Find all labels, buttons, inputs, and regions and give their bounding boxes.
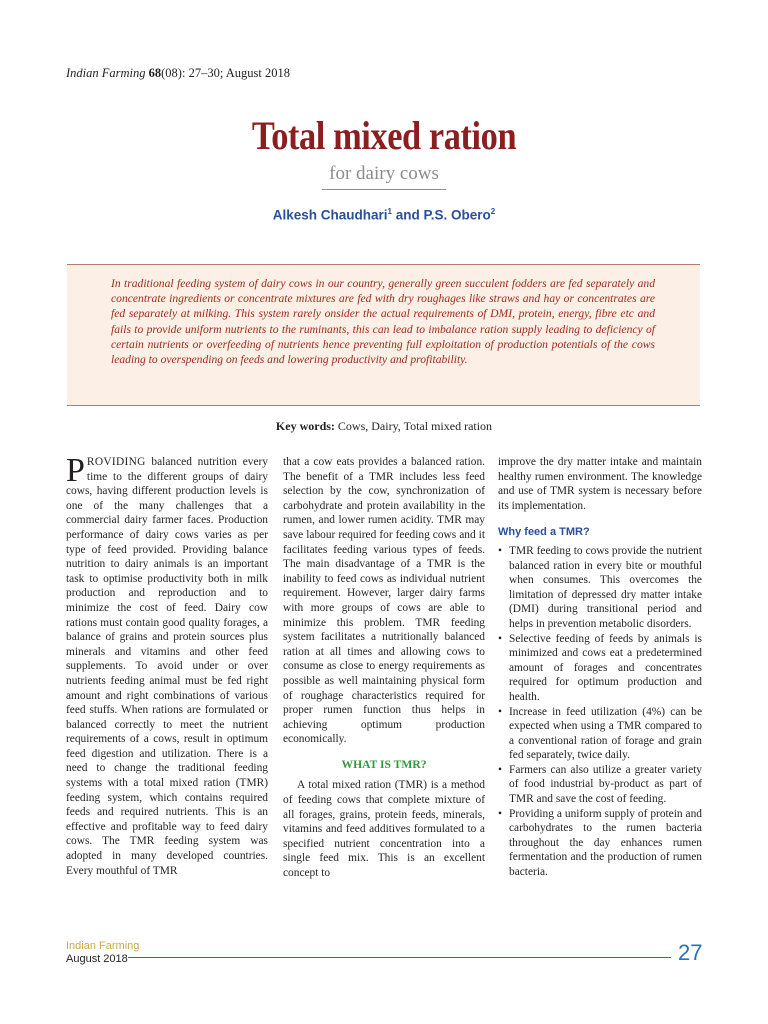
author-1-affiliation: 1: [387, 207, 392, 216]
body-paragraph: that a cow eats provides a balanced ration. The benefit of a TMR includes less feed selection by the cow, synchronization of carbohydrate and protein availability in the rumen, and lower rumen acidity. TMR may save labour required for feeding cows and it facilitates feeding various types of feeds. The main disadvantage of a TMR is the inability to feed cows as individual nutrient requirement. However, larger dairy farms with more groups of cows are able to minimize this problem. TMR feeding system facilitates a nutritionally balanced ration at all times and allowing cows to consume as close to energy requirements as possible as well maintaining physical form of roughage characteristics required for proper rumen function thus helps in achieving optimum production economically.: [283, 456, 485, 746]
intro-text: balanced nutrition every time to the different groups of dairy cows, having different production levels is one of the many challenges that a commercial dairy farmer faces. Production performance of dairy cows varies as per type of feed provided. Providing balance nutrition to dairy animals is an important task to optimise productivity both in milk production and reproduction and to minimize the cost of feed. Dairy cow rations must contain good quality forages, a balance of grains and protein sources plus minerals and vitamins and other feed supplements. To avoid under or over nutrients feeding animal must be fed right amount and right combinations of various feed stuffs. When rations are formulated or balanced correctly to meet the nutrient requirements of a cows, result in optimum feed digestion and utilization. There is a need to change the traditional feeding systems with a total mixed ration (TMR) feeding system, which contains required feeds and required nutrients. This is an effective and profitable way to feed dairy cows. The TMR feeding system was adopted in many developed countries. Every mouthful of TMR: [66, 456, 268, 877]
citation-issue-pages: (08): 27–30; August 2018: [161, 66, 290, 80]
citation-volume: 68: [148, 66, 162, 80]
list-item: • Increase in feed utilization (4%) can be expected when using a TMR compared to a conventional ration of forage and grain fed separately, twice daily.: [498, 705, 702, 762]
author-2-affiliation: 2: [490, 207, 496, 216]
keywords-line: [0, 419, 768, 434]
bullet-icon: •: [498, 807, 502, 820]
section-heading-what-is-tmr: WHAT IS TMR?: [341, 757, 427, 771]
list-item: • Farmers can also utilize a greater variety of food industrial by-product as part of TMR and save the cost of feeding.: [498, 763, 702, 806]
bullet-icon: •: [498, 705, 502, 718]
body-column-2: [283, 455, 485, 881]
article-title: Total mixed ration: [251, 113, 517, 158]
citation-line: [66, 66, 290, 81]
body-column-3: [498, 455, 702, 880]
benefit-list: [498, 544, 702, 880]
body-paragraph: improve the dry matter intake and maintain healthy rumen environment. The knowledge and use of TMR system is necessary before its implementation.: [498, 456, 702, 512]
footer-journal: Indian Farming: [66, 940, 140, 952]
footer-rule: [128, 957, 671, 958]
lead-in-caps: ROVIDING: [86, 456, 146, 468]
author-2: P.S. Obero: [423, 207, 491, 223]
list-item: • TMR feeding to cows provide the nutrient balanced ration in every bite or mouthful when consumes. This overcomes the limitation of depressed dry matter intake (DMI) during transitional period and helps in prevention metabolic disorders.: [498, 544, 702, 630]
subtitle-rule: [322, 189, 446, 190]
abstract-text: In traditional feeding system of dairy cows in our country, generally green succulent fodders are fed separately and concentrate ingredients or concentrate mixtures are fed with dry roughages like straws and hay or concentrates are fed separately at milking. This system rarely onsider the actual requirements of DMI, protein, energy, fibre etc and fails to provide uniform nutrients to the ruminants, this can lead to imbalance ration supply leading to deficiency of certain nutrients or overfeeding of nutrients hence preventing full exploitation of production potentials of the cows leading to overspending on feeds and lowering productivity and profitability.: [111, 277, 655, 367]
bullet-icon: •: [498, 763, 502, 776]
page-number: 27: [678, 940, 703, 965]
list-item: • Selective feeding of feeds by animals is minimized and cows eat a predetermined amount of forages and concentrates required for optimum production and health.: [498, 632, 702, 703]
author-line: [0, 207, 768, 223]
author-conjunction: and: [391, 207, 424, 223]
definition-text: A total mixed ration (TMR) is a method of feeding cows that complete mixture of all forages, grains, protein feeds, minerals, vitamins and feed additives formulated to a specified nutrient concentration into a single feed mix. This is an excellent concept to: [283, 779, 485, 880]
drop-cap: P: [66, 452, 85, 489]
body-paragraph: [283, 778, 485, 880]
list-item: • Providing a uniform supply of protein and carbohydrates to the rumen bacteria throughout the day enhances rumen fermentation and the production of rumen bacteria.: [498, 807, 702, 879]
section-heading-why-feed: Why feed a TMR?: [498, 526, 590, 539]
footer-date: August 2018: [66, 953, 128, 965]
keywords-text: Cows, Dairy, Total mixed ration: [334, 419, 493, 433]
article-subtitle: for dairy cows: [329, 163, 439, 184]
intro-paragraph: [66, 452, 268, 878]
bullet-icon: •: [498, 632, 502, 645]
citation-journal: Indian Farming: [66, 66, 146, 80]
body-column-1: [66, 452, 268, 878]
bullet-icon: •: [498, 544, 502, 557]
author-1: Alkesh Chaudhari: [272, 207, 388, 223]
keywords-label: Key words:: [275, 419, 335, 433]
